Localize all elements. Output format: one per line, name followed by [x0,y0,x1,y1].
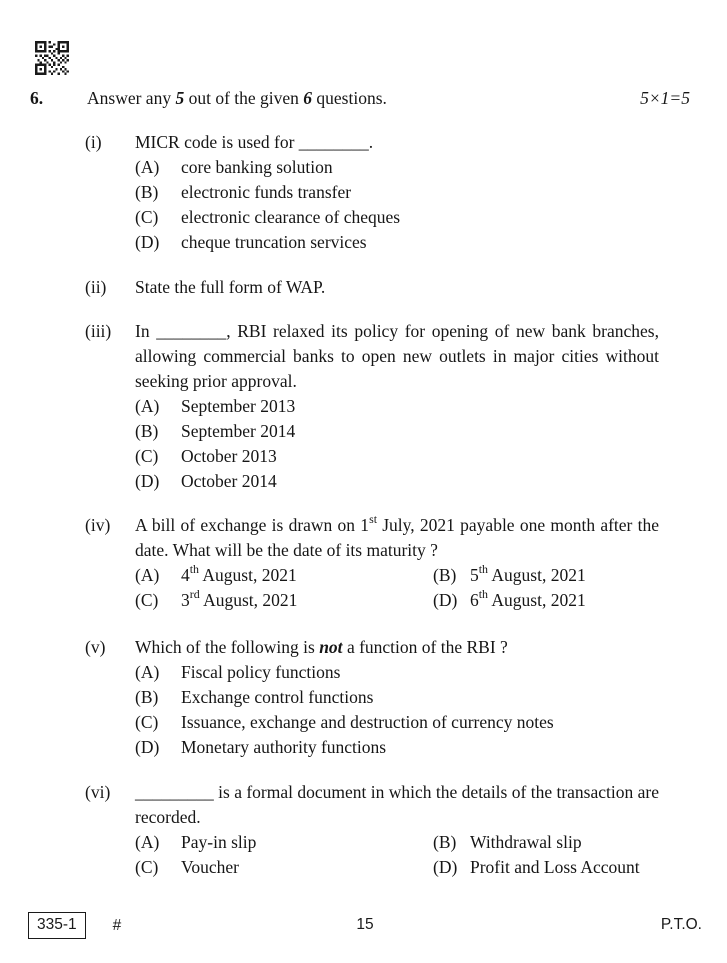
option-label: (A) [135,662,160,682]
option-text: electronic funds transfer [181,182,352,202]
question-vi-text: _________ is a formal document in which the details of the transaction are recorded. [135,782,659,827]
options-grid [135,563,659,613]
option-label: (A) [135,157,160,177]
question-number: 6. [30,88,44,108]
option-text: October 2013 [181,446,277,466]
page-footer [28,912,702,940]
option-row [135,710,659,735]
option-text: Exchange control functions [181,687,374,707]
option-row [135,205,659,230]
marks-label: 5×1=5 [640,88,690,108]
pto-label: P.T.O. [660,916,702,933]
option-label: (D) [135,471,160,491]
qr-code-icon [35,41,69,75]
option-text: October 2014 [181,471,277,491]
question-iii-text: In ________, RBI relaxed its policy for opening of new bank branches, allowing commercial banks to open new outlets in major cities without seeking prior approval. [135,321,659,391]
option-row [135,830,433,855]
question-i-text: MICR code is used for ________. [135,132,374,152]
option-label: (D) [135,232,160,252]
option-row [135,155,659,180]
page-content [0,86,727,880]
option-label: (C) [135,207,159,227]
option-text: 4th August, 2021 [181,561,297,585]
question-i [85,130,727,255]
option-label: (D) [433,857,458,877]
option-label: (D) [433,590,458,610]
option-text: 6th August, 2021 [470,586,586,610]
option-row [135,419,659,444]
option-label: (B) [433,832,457,852]
option-text: September 2014 [181,421,296,441]
option-text: 5th August, 2021 [470,561,586,585]
question-iv [85,513,727,613]
option-label: (B) [433,565,457,585]
paper-code: 335-1 [28,912,86,939]
option-text: Monetary authority functions [181,737,387,757]
question-iv-text: A bill of exchange is drawn on 1st July, 2021 payable one month after the date. What will be the date of its maturity ? [135,511,659,560]
option-text: electronic clearance of cheques [181,207,401,227]
question-ii-label: (ii) [85,277,107,297]
option-row [135,444,659,469]
question-6-header [30,86,690,111]
option-row [433,588,659,613]
option-text: core banking solution [181,157,333,177]
option-text: Profit and Loss Account [470,857,640,877]
option-row [135,394,659,419]
option-label: (C) [135,857,159,877]
option-row [135,563,433,588]
option-row [135,855,433,880]
option-text: Issuance, exchange and destruction of currency notes [181,712,554,732]
option-row [135,230,659,255]
option-label: (C) [135,446,159,466]
option-text: Voucher [181,857,239,877]
question-iv-label: (iv) [85,515,111,535]
question-i-label: (i) [85,132,102,152]
page-number: 15 [356,916,374,933]
option-row [433,830,659,855]
option-label: (B) [135,182,159,202]
option-label: (A) [135,565,160,585]
question-v-label: (v) [85,637,106,657]
option-label: (C) [135,590,159,610]
option-label: (A) [135,396,160,416]
question-vi [85,780,727,880]
options-grid [135,830,659,880]
option-row [433,855,659,880]
question-v-text: Which of the following is not a function of the RBI ? [135,637,508,657]
option-label: (B) [135,421,159,441]
hash-symbol: # [112,916,122,934]
option-label: (B) [135,687,159,707]
option-row [433,563,659,588]
option-text: Fiscal policy functions [181,662,341,682]
option-row [135,180,659,205]
question-v [85,635,727,760]
option-text: Withdrawal slip [470,832,582,852]
option-row [135,660,659,685]
option-row [135,588,433,613]
option-text: cheque truncation services [181,232,367,252]
question-vi-label: (vi) [85,782,111,802]
option-text: September 2013 [181,396,296,416]
question-ii [85,275,727,300]
question-iii [85,319,727,494]
question-iii-label: (iii) [85,321,112,341]
option-row [135,685,659,710]
option-text: 3rd August, 2021 [181,586,298,610]
question-instruction: Answer any 5 out of the given 6 questions. [87,88,387,108]
option-text: Pay-in slip [181,832,257,852]
option-row [135,469,659,494]
question-ii-text: State the full form of WAP. [135,277,326,297]
option-label: (C) [135,712,159,732]
option-label: (A) [135,832,160,852]
option-label: (D) [135,737,160,757]
option-row [135,735,659,760]
